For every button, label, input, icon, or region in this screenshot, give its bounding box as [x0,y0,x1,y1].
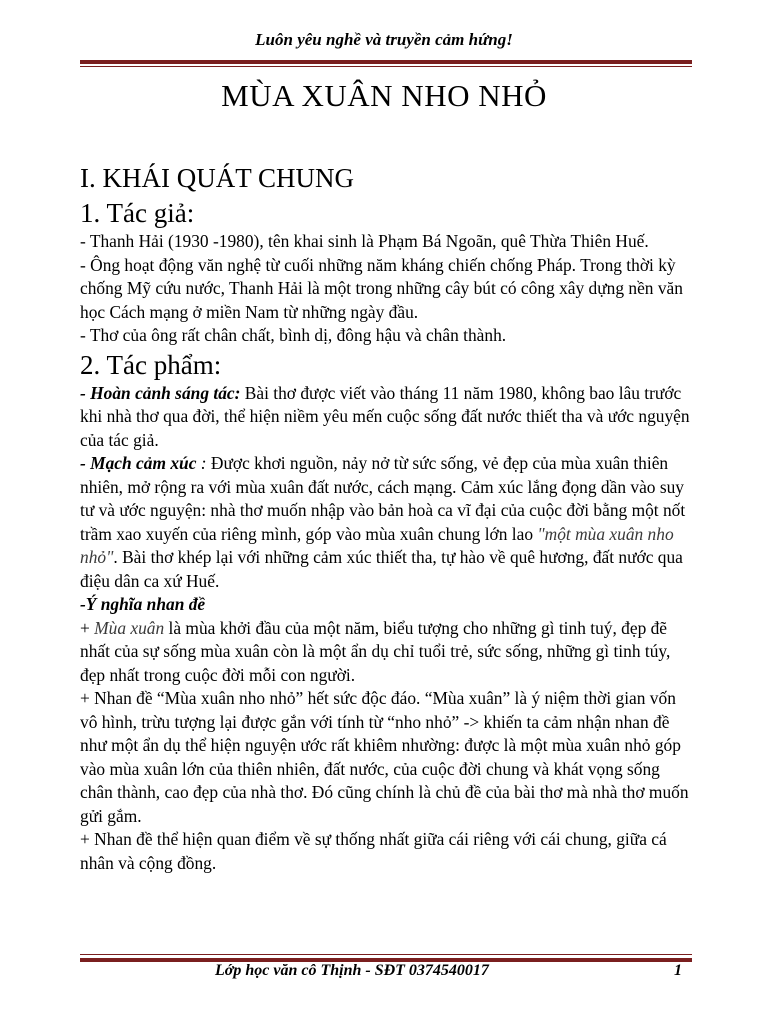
page-title: MÙA XUÂN NHO NHỎ [221,78,547,113]
section-heading-general: I. KHÁI QUÁT CHUNG [80,163,354,193]
flow-quote: "một mùa xuân nho nhỏ" [80,523,674,567]
subheading-work: 2. Tác phẩm: [80,349,222,380]
header-rule-thin [80,66,692,67]
meaning-point-1-prefix: + [80,617,95,638]
flow-paragraph [80,452,695,593]
context-text: Bài thơ được viết vào tháng 11 năm 1980, không bao lâu trước khi nhà thơ qua đời, thể hiện niềm yêu mến cuộc sống đất nước thiết tha và ước nguyện của tác giả. [80,382,690,450]
flow-separator: : [196,453,207,473]
meaning-point-1-text: là mùa khởi đầu của một năm, biểu tượng cho những gì tinh tuý, đẹp đẽ nhất của sự sống mùa xuân còn là một ẩn dụ chỉ tuổi trẻ, sức sống, những gì tinh túy, đẹp nhất trong cuộc đời mỗi con người. [80,617,671,685]
author-paragraph-1: - Thanh Hải (1930 -1980), tên khai sinh là Phạm Bá Ngoãn, quê Thừa Thiên Huế. [80,231,649,251]
meaning-point-2: + Nhan đề “Mùa xuân nho nhỏ” hết sức độc đáo. “Mùa xuân” là ý niệm thời gian vốn vô hình, trừu tượng lại được gắn với tính từ “nho nhỏ” -> khiến ta cảm nhận nhan đề như một ẩn dụ thể hiện nguyện ước rất khiêm nhường: được là một mùa xuân nhỏ góp vào mùa xuân lớn của thiên nhiên, đất nước, của cuộc đời chung và khát vọng sống chân thành, cao đẹp của nhà thơ. Đó cũng chính là chủ đề của bài thơ mà nhà thơ muốn gửi gắm. [80,688,689,826]
header-motto: Luôn yêu nghề và truyền cảm hứng! [255,30,513,49]
author-paragraph-3: - Thơ của ông rất chân chất, bình dị, đông hậu và chân thành. [80,325,507,345]
footer-rule-thin [80,954,692,955]
flow-label: - Mạch cảm xúc [80,453,197,473]
page-number: 1 [674,962,682,979]
meaning-label: -Ý nghĩa nhan đề [80,594,206,614]
meaning-point-1 [80,617,695,688]
meaning-point-1-accent: Mùa xuân [94,617,165,638]
main-content [80,160,695,875]
subheading-author: 1. Tác giả: [80,198,195,228]
context-label: - Hoàn cảnh sáng tác: [80,382,241,403]
flow-text-1: Được khơi nguồn, nảy nở từ sức sống, vẻ đẹp của mùa xuân thiên nhiên, mở rộng ra với mùa xuân đất nước, cách mạng. Cảm xúc lắng đọng dần vào suy tư và ước nguyện: nhà thơ muốn nhập vào bản hoà ca vĩ đại của cuộc đời bằng một nốt trầm xao xuyến của riêng mình, góp vào mùa xuân chung lớn lao [80,453,686,544]
meaning-point-3: + Nhan đề thể hiện quan điểm về sự thống nhất giữa cái riêng với cái chung, giữa cá nhân và cộng đồng. [80,829,667,873]
context-paragraph [80,382,695,453]
footer-text: Lớp học văn cô Thịnh - SĐT 0374540017 [215,962,489,979]
flow-text-2: . Bài thơ khép lại với những cảm xúc thiết tha, tự hào về quê hương, đất nước qua điệu dân ca xứ Huế. [80,547,683,591]
author-paragraph-2: - Ông hoạt động văn nghệ từ cuối những năm kháng chiến chống Pháp. Trong thời kỳ chống Mỹ cứu nước, Thanh Hải là một trong những cây bút có công xây dựng nền văn học Cách mạng ở miền Nam từ những ngày đầu. [80,254,683,322]
header-rule-thick [80,60,692,64]
